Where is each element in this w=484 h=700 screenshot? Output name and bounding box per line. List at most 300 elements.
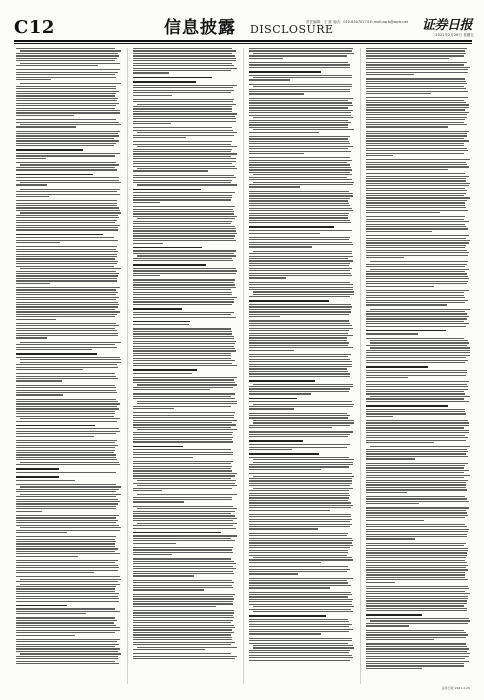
text-line [366,202,465,203]
text-line [16,522,116,523]
text-line [16,491,116,492]
text-line [16,646,115,647]
text-line [366,333,418,334]
text-line [366,316,469,317]
text-line [16,258,115,259]
text-line [20,189,120,190]
text-line [366,300,469,301]
text-line [366,323,469,324]
text-line [16,588,115,589]
text-line [253,174,352,175]
text-line [137,403,237,404]
text-line [366,155,393,156]
text-line [16,562,115,563]
text-line [249,328,353,329]
text-line [133,118,237,119]
text-line [137,485,237,486]
text-line [366,64,464,65]
text-line [366,630,465,631]
text-line [16,126,76,127]
text-line [137,508,237,509]
text-line [253,476,353,477]
text-line [133,153,237,154]
text-line [16,93,116,94]
text-line [16,586,116,587]
text-line [253,294,353,295]
text-line [366,470,470,471]
text-line [366,338,464,339]
text-line [366,88,466,89]
text-line [366,150,469,151]
text-line [133,121,237,122]
text-line [133,135,235,136]
text-line [366,432,469,433]
text-line [16,440,117,441]
text-line [16,413,115,414]
text-line [249,599,353,600]
text-line [16,663,119,664]
text-line [249,169,352,170]
text-line [133,369,197,371]
text-line [16,311,120,312]
text-line [249,179,352,180]
text-line [366,257,405,258]
text-line [249,153,304,154]
text-line [249,510,330,511]
text-line [133,475,236,476]
text-line [20,124,120,125]
text-line [366,311,466,312]
text-line [366,372,468,373]
text-line [249,359,350,360]
text-line [249,268,352,269]
text-line [366,313,468,314]
text-line [133,511,236,512]
text-line [366,453,466,454]
text-line [133,406,232,407]
text-line [16,357,120,358]
text-line [133,580,232,581]
text-line [16,271,116,272]
text-line [16,131,120,132]
text-line [137,647,237,648]
text-line [249,631,349,632]
text-line [16,543,115,544]
text-line [133,282,234,283]
text-line [366,572,465,573]
text-line [366,548,468,549]
text-line [366,252,470,253]
text-line [366,574,465,575]
text-line [16,570,118,571]
text-line [133,297,237,298]
column-3 [243,48,354,684]
text-line [366,62,467,63]
text-line [249,657,353,658]
text-line [16,48,115,49]
text-line [366,242,469,243]
text-line [366,377,408,378]
text-line [366,283,467,284]
text-line [133,568,236,569]
text-line [366,463,469,464]
text-line [16,459,117,460]
text-line [133,483,235,484]
text-line [366,498,468,499]
text-line [16,601,119,602]
text-line [249,122,351,123]
text-line [16,306,118,307]
text-line [366,543,467,544]
text-line [16,266,114,267]
text-line [366,422,470,423]
text-line [133,437,233,438]
text-line [370,620,470,621]
text-line [16,433,116,434]
text-line [366,362,465,363]
text-line [137,104,236,105]
text-line [133,258,233,259]
text-line [133,427,232,428]
text-line [16,234,103,236]
text-line [366,200,467,201]
text-line [249,388,350,389]
text-line [366,517,465,518]
text-line [253,182,353,183]
page-number: C12 [14,17,55,38]
text-line [366,278,470,279]
text-line [366,401,469,402]
text-line [366,235,469,236]
text-line [366,524,465,525]
text-line [249,98,353,99]
text-line [16,58,117,59]
text-line [16,353,97,355]
text-line [366,386,469,387]
text-line [133,432,233,433]
text-line [366,122,465,123]
text-line [366,295,465,296]
text-line [16,273,119,274]
text-line [133,149,232,150]
text-line [133,594,235,595]
text-line [16,525,119,526]
text-line [249,566,348,567]
text-line [133,189,202,191]
text-line [16,177,119,178]
column-1 [16,48,121,684]
text-line [366,487,466,488]
text-line [249,497,349,498]
text-line [133,589,204,590]
text-line [133,470,232,471]
text-line [249,507,351,508]
text-line [133,238,235,239]
text-line [249,314,349,315]
text-line [249,260,353,261]
text-line [133,223,231,224]
text-line [16,630,120,631]
text-line [370,309,470,310]
text-line [133,348,236,349]
text-line [133,264,207,266]
text-line [366,176,469,177]
text-line [16,620,117,621]
text-line [133,540,235,541]
text-line [366,531,469,532]
text-line [249,345,348,346]
text-line [249,93,304,94]
text-line [249,466,349,467]
text-line [133,328,232,329]
text-line [249,258,348,259]
text-line [249,220,350,221]
text-line [16,217,119,218]
text-line [133,81,197,83]
text-line [16,222,115,223]
text-line [133,571,234,572]
text-line [133,197,233,198]
text-line [133,561,234,562]
text-line [16,651,118,652]
text-line [133,175,235,176]
text-line [366,665,465,666]
text-line [16,551,115,552]
text-line [249,191,349,192]
text-line [16,450,115,451]
text-line [133,350,236,351]
text-line [366,345,467,346]
text-line [366,555,468,556]
text-line [366,639,434,640]
text-line [133,653,232,654]
text-line [16,369,83,370]
text-line [16,287,120,288]
text-line [133,515,235,516]
text-line [366,107,470,108]
text-line [253,291,353,292]
text-line [133,177,237,178]
text-line [133,632,235,633]
text-line [133,55,236,56]
text-line [249,453,319,455]
text-line [16,294,116,295]
text-line [366,409,466,410]
text-line [133,292,232,293]
text-line [16,367,118,368]
text-line [133,343,235,344]
text-line [133,441,234,442]
text-line [366,224,465,225]
text-line [16,242,60,243]
text-line [16,484,116,485]
text-line [133,622,232,623]
text-line [133,226,236,227]
text-line [366,86,465,87]
text-line [249,233,320,234]
text-line [133,235,236,236]
text-line [249,306,352,307]
text-line [133,358,232,359]
text-line [16,225,120,226]
text-line [16,344,115,345]
text-line [249,660,350,661]
header-rule [14,40,472,42]
text-line [16,135,119,136]
text-line [366,435,466,436]
text-line [249,89,350,90]
text-line [366,661,470,662]
text-line [253,129,353,130]
text-line [20,494,120,495]
text-line [16,158,46,159]
text-line [370,342,469,343]
text-line [249,112,351,113]
text-line [133,566,234,567]
text-line [366,605,464,606]
text-line [133,141,232,142]
text-line [249,643,348,644]
text-line [366,550,468,551]
text-line [16,316,115,317]
text-line [16,229,118,230]
text-line [16,155,115,156]
text-line [366,180,466,181]
text-line [366,405,448,407]
text-line [249,226,334,228]
text-line [366,565,469,566]
text-line [133,195,233,196]
text-line [16,394,63,395]
text-line [249,124,348,125]
text-line [249,244,353,245]
text-line [366,117,467,118]
text-line [249,406,353,407]
text-line [20,462,119,463]
text-line [20,342,120,343]
text-line [133,308,183,310]
text-line [16,622,114,623]
text-line [249,571,347,572]
text-line [249,533,348,534]
text-line [366,427,464,428]
text-line [137,429,237,430]
section-subtitle: DISCLOSURE [250,23,334,36]
text-line [16,337,47,338]
text-line [366,430,470,431]
text-line [366,600,468,601]
text-line [16,530,120,531]
text-line [133,108,232,109]
text-line [20,164,119,165]
text-line [133,473,237,474]
text-line [16,203,117,204]
text-line [133,538,231,539]
text-line [133,355,232,356]
text-line [20,527,120,528]
text-line [249,547,350,548]
text-line [366,632,467,633]
text-line [366,515,468,516]
text-line [133,525,234,526]
text-line [249,514,351,515]
text-line [133,70,231,71]
text-line [366,391,465,392]
text-line [366,477,464,478]
text-line [16,639,120,640]
text-line [366,250,467,251]
text-line [370,446,470,447]
text-line [249,270,350,271]
text-line [16,256,117,257]
text-line [16,169,117,170]
text-line [16,378,118,379]
text-line [366,608,468,609]
text-line [366,503,420,504]
text-line [133,279,236,280]
text-line [16,452,114,453]
text-line [366,169,448,170]
text-line [249,587,330,588]
text-line [133,228,237,229]
text-line [16,447,115,448]
text-line [133,656,237,657]
text-line [366,162,466,163]
text-line [366,588,470,589]
text-line [249,263,350,264]
text-line [16,445,118,446]
text-line [249,136,350,137]
column-2 [127,48,238,684]
text-line [20,579,120,580]
date-line: 2021年2月26日 星期五 [435,33,474,37]
text-line [16,112,120,113]
text-columns [16,48,470,684]
text-line [20,418,120,419]
text-line [366,140,469,141]
text-line [366,216,465,217]
text-line [366,467,465,468]
text-line [16,648,120,649]
text-line [366,318,467,319]
text-line [366,173,465,174]
text-line [133,111,233,112]
text-line [16,546,115,547]
text-line [133,63,233,64]
text-line [249,84,352,85]
text-line [253,606,353,607]
text-line [249,580,347,581]
text-line [16,541,116,542]
text-line [133,130,233,131]
text-line [366,596,468,597]
text-line [133,420,237,421]
text-line [137,184,237,185]
text-line [133,284,236,285]
text-line [133,101,234,102]
text-line [16,98,118,99]
text-line [249,282,350,283]
text-line [133,182,231,183]
text-line [249,167,351,168]
text-line [249,413,347,414]
text-line [16,489,119,490]
text-line [16,237,114,238]
text-line [249,275,352,276]
text-line [133,299,235,300]
text-line [133,312,235,313]
text-line [366,389,469,390]
